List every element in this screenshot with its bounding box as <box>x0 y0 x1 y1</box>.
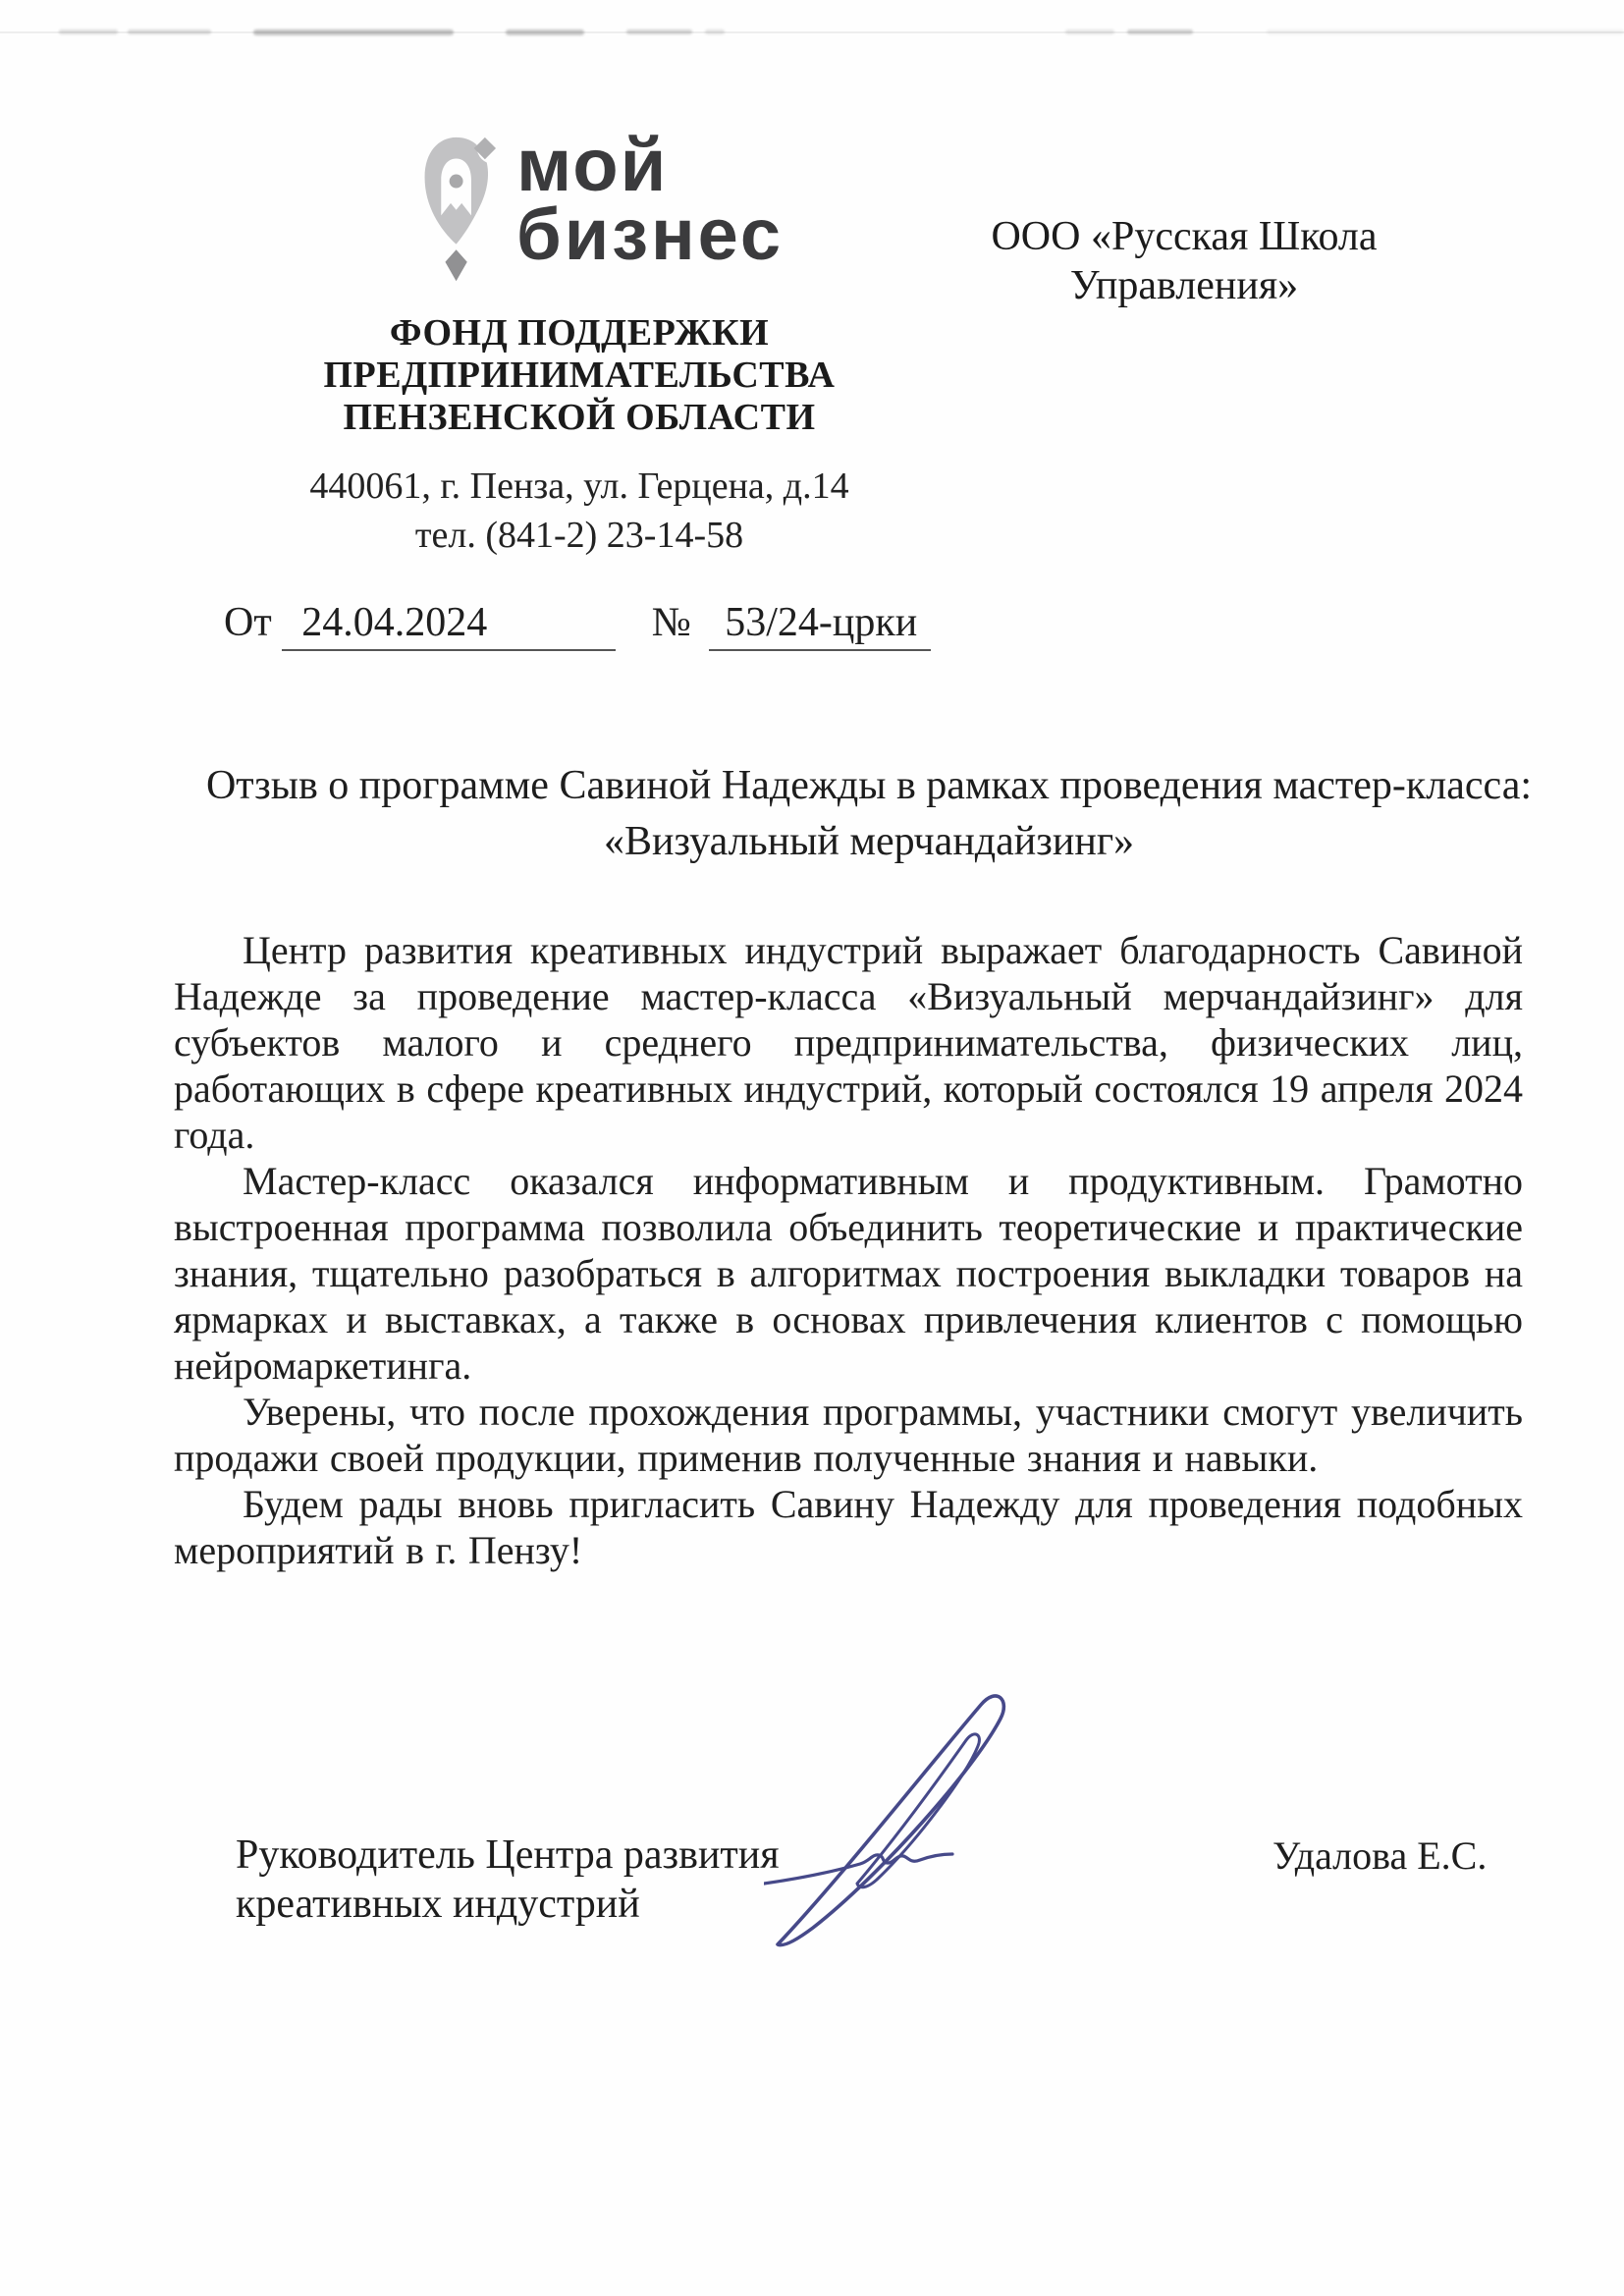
scan-smudge <box>1127 29 1193 34</box>
brand-name-line1: мой <box>516 124 669 207</box>
recipient-line: Управления» <box>1069 263 1299 308</box>
ref-date-field: 24.04.2024 <box>282 599 616 651</box>
signature-ink-icon <box>764 1656 1051 1952</box>
title-line: Отзыв о программе Савиной Надежды в рамках проведения мастер-класса: <box>205 763 1533 808</box>
body-paragraph: Центр развития креативных индустрий выражает благодарность Савиной Надежде за проведение мастер-класса «Визуальный мерчандайзинг» для субъектов малого и среднего предпринимательства, физических лиц, работающих в сфере креативных индустрий, который состоялся 19 апреля 2024 года. <box>174 928 1523 1157</box>
signee-name: Удалова Е.С. <box>1272 1833 1488 1878</box>
signature-position-line: Руководитель Центра развития <box>236 1832 780 1878</box>
ref-from-label: От <box>224 600 272 645</box>
fund-name-line: ПЕНЗЕНСКОЙ ОБЛАСТИ <box>343 397 816 438</box>
scan-smudge <box>253 29 454 35</box>
brand-name-line2: бизнес <box>516 193 785 275</box>
fund-name-line: ПРЕДПРИНИМАТЕЛЬСТВА <box>323 355 836 396</box>
body-paragraph: Уверены, что после прохождения программы, участники смогут увеличить продажи своей продукции, применив полученные знания и навыки. <box>174 1390 1523 1480</box>
signature-position-line: креативных индустрий <box>236 1882 640 1927</box>
scan-artifact-line <box>0 27 1624 41</box>
signature-position <box>236 1831 780 1929</box>
scan-smudge <box>506 29 584 35</box>
title-line: «Визуальный мерчандайзинг» <box>603 819 1135 864</box>
address-line: тел. (841-2) 23-14-58 <box>414 515 744 556</box>
rocket-pin-icon <box>412 128 503 287</box>
brand-logo <box>412 124 785 287</box>
body-paragraph: Мастер-класс оказался информативным и продуктивным. Грамотно выстроенная программа позволила объединить теоретические и практические знания, тщательно разобраться в алгоритмах построения выкладки товаров на ярмарках и выставках, а также в основах привлечения клиентов с помощью нейромаркетинга. <box>174 1159 1523 1388</box>
fund-name-line: ФОНД ПОДДЕРЖКИ <box>389 312 770 354</box>
recipient-line: ООО «Русская Школа <box>991 214 1378 259</box>
fund-name <box>206 312 952 439</box>
reference-line <box>224 599 931 651</box>
recipient-org <box>988 212 1380 310</box>
scan-smudge <box>705 29 725 34</box>
scan-smudge <box>1267 29 1624 34</box>
fund-address <box>206 462 952 560</box>
body-paragraph: Будем рады вновь пригласить Савину Надежду для проведения подобных мероприятий в г. Пензу! <box>174 1482 1523 1572</box>
letter-title <box>157 758 1581 870</box>
ref-number-field: 53/24-црки <box>709 599 931 651</box>
ref-number-sign: № <box>651 600 691 645</box>
scan-smudge <box>1065 29 1114 34</box>
letter-body <box>174 927 1523 1573</box>
address-line: 440061, г. Пенза, ул. Герцена, д.14 <box>309 465 849 507</box>
scan-smudge <box>626 29 692 34</box>
handwritten-signature <box>764 1656 1051 1957</box>
brand-wordmark <box>516 124 785 287</box>
scan-smudge <box>128 29 211 34</box>
scan-smudge <box>59 29 118 34</box>
